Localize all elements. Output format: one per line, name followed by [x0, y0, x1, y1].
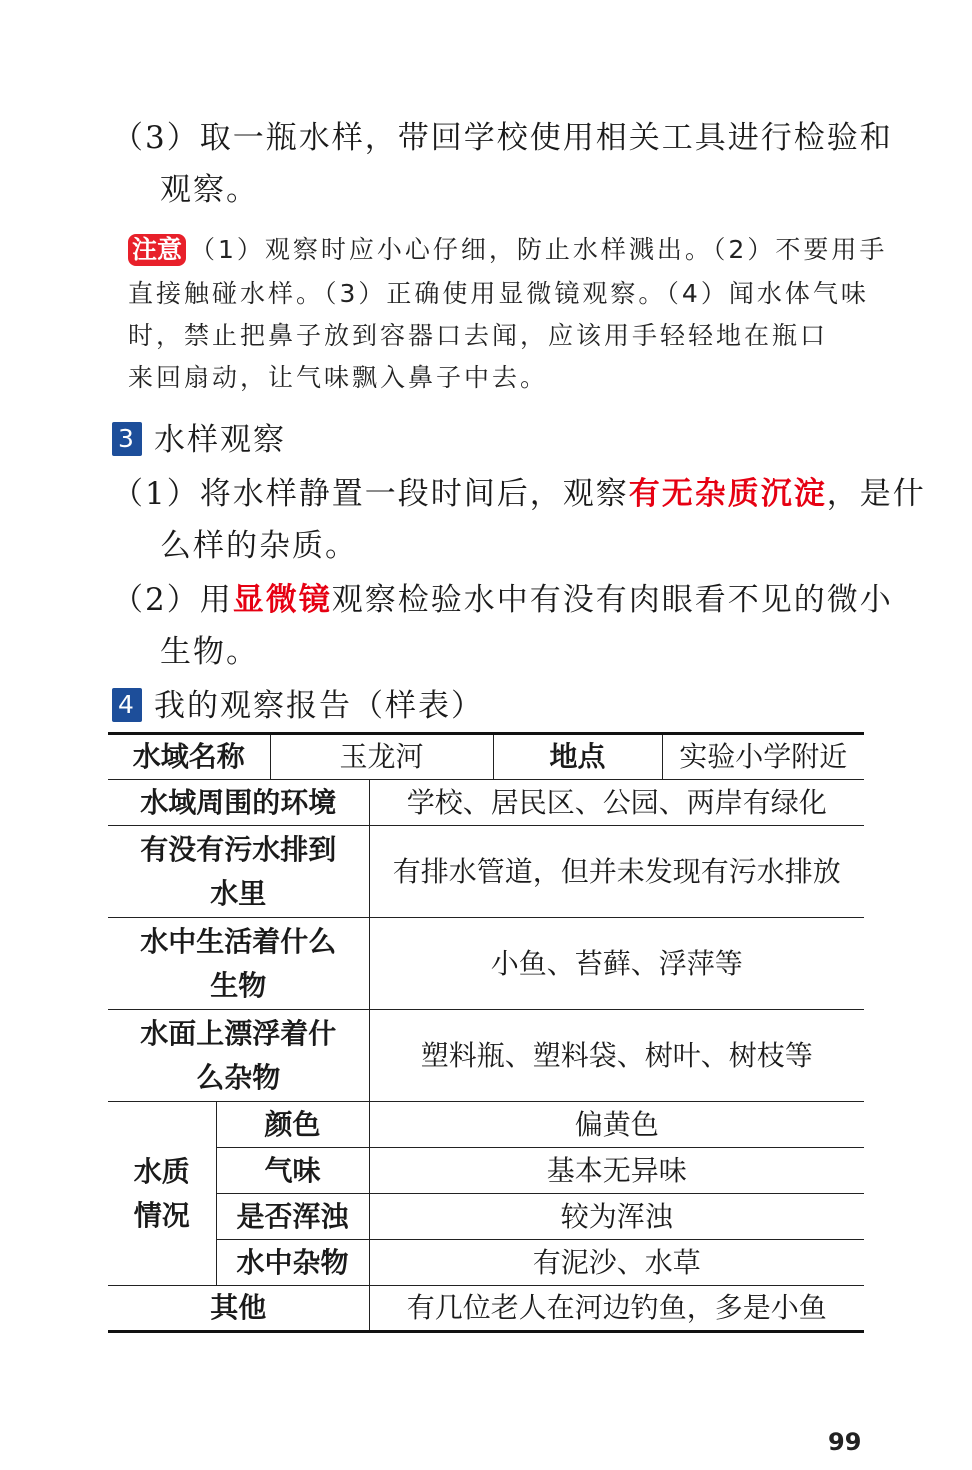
life-value: 小鱼、苔藓、浮萍等: [369, 918, 864, 1010]
section3-item1-cont: 么样的杂质。: [160, 528, 358, 564]
item2-text-b: 观察检验水中有没有肉眼看不见的微小: [331, 582, 893, 618]
step3-line2: 观察。: [160, 172, 259, 208]
section3-item2: [112, 574, 893, 619]
table-row: [108, 918, 864, 1010]
note-line4: 来回扇动，让气味飘入鼻子中去。: [128, 363, 549, 392]
sewage-label: [108, 826, 369, 918]
step3-line1: （3）取一瓶水样，带回学校使用相关工具进行检验和: [112, 120, 893, 156]
place-label: 地点: [493, 734, 662, 780]
water-name-label: 水域名称: [108, 734, 270, 780]
other-value: 有几位老人在河边钓鱼，多是小鱼: [369, 1286, 864, 1332]
observation-report-table: [108, 732, 864, 1333]
impurity-label: 水中杂物: [216, 1240, 369, 1286]
table-row: [108, 1194, 864, 1240]
impurity-value: 有泥沙、水草: [369, 1240, 864, 1286]
table-row: [108, 1240, 864, 1286]
page-number: 99: [828, 1428, 862, 1456]
table-row: [108, 780, 864, 826]
smell-label: 气味: [216, 1148, 369, 1194]
note-line3: 时，禁止把鼻子放到容器口去闻，应该用手轻轻地在瓶口: [128, 321, 829, 350]
quality-label: [108, 1102, 216, 1286]
environment-label: 水域周围的环境: [108, 780, 369, 826]
color-value: 偏黄色: [369, 1102, 864, 1148]
section3-number: 3: [112, 422, 142, 456]
note-badge: 注意: [128, 234, 186, 266]
item2-text-a: （2）用: [112, 582, 233, 618]
note-text-1: （1）观察时应小心仔细，防止水样溅出。（2）不要用手: [190, 235, 888, 264]
item2-highlight: 显微镜: [232, 582, 332, 618]
sewage-label-line2: 水里: [210, 876, 267, 910]
table-row: [108, 1148, 864, 1194]
item1-highlight: 有无杂质沉淀: [628, 476, 827, 512]
table-row: [108, 1286, 864, 1332]
turbidity-value: 较为浑浊: [369, 1194, 864, 1240]
floating-label-line2: 么杂物: [196, 1060, 281, 1094]
section3-title: 水样观察: [154, 422, 286, 458]
note-line2: 直接触碰水样。（3）正确使用显微镜观察。（4）闻水体气味: [128, 279, 869, 308]
section4-number: 4: [112, 688, 142, 722]
other-label: 其他: [108, 1286, 369, 1332]
water-name-value: 玉龙河: [270, 734, 493, 780]
section3-item2-cont: 生物。: [160, 634, 259, 670]
floating-label-line1: 水面上漂浮着什: [140, 1016, 337, 1050]
section3-item1: [112, 468, 926, 513]
section4-title: 我的观察报告（样表）: [154, 688, 484, 724]
sewage-label-line1: 有没有污水排到: [140, 832, 337, 866]
table-row: [108, 1010, 864, 1102]
floating-label: [108, 1010, 369, 1102]
smell-value: 基本无异味: [369, 1148, 864, 1194]
life-label: [108, 918, 369, 1010]
place-value: 实验小学附近: [662, 734, 864, 780]
environment-value: 学校、居民区、公园、两岸有绿化: [369, 780, 864, 826]
turbidity-label: 是否浑浊: [216, 1194, 369, 1240]
floating-value: 塑料瓶、塑料袋、树叶、树枝等: [369, 1010, 864, 1102]
section3-heading: [112, 414, 286, 459]
life-label-line2: 生物: [210, 968, 267, 1002]
table-row: [108, 826, 864, 918]
table-row: [108, 1102, 864, 1148]
item1-text-b: ，是什: [826, 476, 926, 512]
color-label: 颜色: [216, 1102, 369, 1148]
table-row: [108, 734, 864, 780]
quality-label-line2: 情况: [133, 1198, 190, 1232]
sewage-value: 有排水管道，但并未发现有污水排放: [369, 826, 864, 918]
item1-text-a: （1）将水样静置一段时间后，观察: [112, 476, 629, 512]
note-line1: [128, 230, 887, 266]
section4-heading: [112, 680, 484, 725]
life-label-line1: 水中生活着什么: [140, 924, 337, 958]
quality-label-line1: 水质: [133, 1154, 190, 1188]
